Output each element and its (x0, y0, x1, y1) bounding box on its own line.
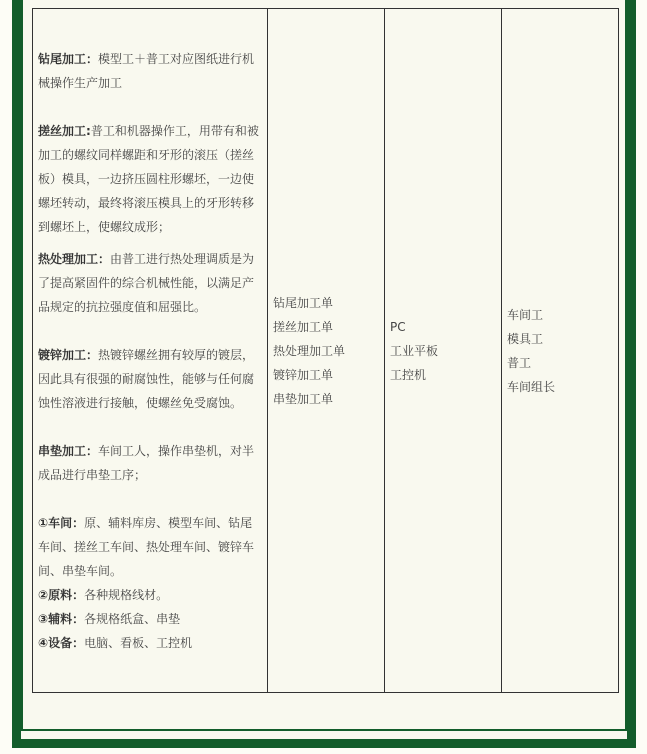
material-paragraph (38, 583, 262, 607)
threading-title: 搓丝加工: (38, 123, 91, 138)
threading-paragraph (38, 119, 262, 239)
heat-text: 由普工进行热处理调质是为了提高紧固件的综合机械性能，以满足产品规定的抗拉强度值和屈强比。 (38, 251, 255, 314)
role-item: 模具工 (507, 331, 544, 346)
washer-title: 串垫加工： (38, 443, 99, 458)
role-item: 车间工 (507, 307, 544, 322)
process-description-cell (33, 9, 268, 693)
galvanizing-paragraph (38, 343, 262, 415)
equipment-paragraph (38, 631, 262, 655)
document-item: 搓丝加工单 (273, 319, 334, 334)
drilling-paragraph (38, 47, 262, 95)
workshop-paragraph (38, 511, 262, 583)
device-item: PC (390, 319, 406, 334)
document-item: 热处理加工单 (273, 343, 346, 358)
device-item: 工业平板 (390, 343, 439, 358)
role-item: 车间组长 (507, 379, 556, 394)
heat-paragraph (38, 247, 262, 319)
workshop-title: ①车间： (38, 515, 85, 530)
heat-title: 热处理加工： (38, 251, 111, 266)
document-item: 镀锌加工单 (273, 367, 334, 382)
galvanizing-title: 镀锌加工： (38, 347, 99, 362)
material-title: ②原料： (38, 587, 85, 602)
threading-text: 普工和机器操作工，用带有和被加工的螺纹同样螺距和牙形的滚压（搓丝板）模具，一边挤压圆柱形螺坯，一边使螺坯转动，最终将滚压模具上的牙形转移到螺坯上，使螺纹成形； (38, 123, 259, 234)
material-text: 各种规格线材。 (84, 587, 169, 602)
equipment-text: 电脑、看板、工控机 (84, 635, 193, 650)
workshop-text: 原、辅料库房、模型车间、钻尾车间、搓丝工车间、热处理车间、镀锌车间、串垫车间。 (38, 515, 255, 578)
drilling-text: 模型工＋普工对应图纸进行机械操作生产加工 (38, 51, 255, 90)
role-item: 普工 (507, 355, 532, 370)
documents-cell (268, 9, 385, 693)
equipment-title: ④设备： (38, 635, 85, 650)
aux-title: ③辅料： (38, 611, 85, 626)
document-item: 钻尾加工单 (273, 295, 334, 310)
table-row (33, 9, 619, 693)
device-item: 工控机 (390, 367, 427, 382)
aux-paragraph (38, 607, 262, 631)
washer-text: 车间工人，操作串垫机，对半成品进行串垫工序； (38, 443, 255, 482)
document-item: 串垫加工单 (273, 391, 334, 406)
roles-cell (502, 9, 619, 693)
devices-cell (385, 9, 502, 693)
aux-text: 各规格纸盒、串垫 (84, 611, 181, 626)
galvanizing-text: 热镀锌螺丝拥有较厚的镀层，因此具有很强的耐腐蚀性，能够与任何腐蚀性溶液进行接触，使螺丝免受腐蚀。 (38, 347, 255, 410)
drilling-title: 钻尾加工： (38, 51, 99, 66)
process-table (32, 8, 619, 693)
washer-paragraph (38, 439, 262, 487)
